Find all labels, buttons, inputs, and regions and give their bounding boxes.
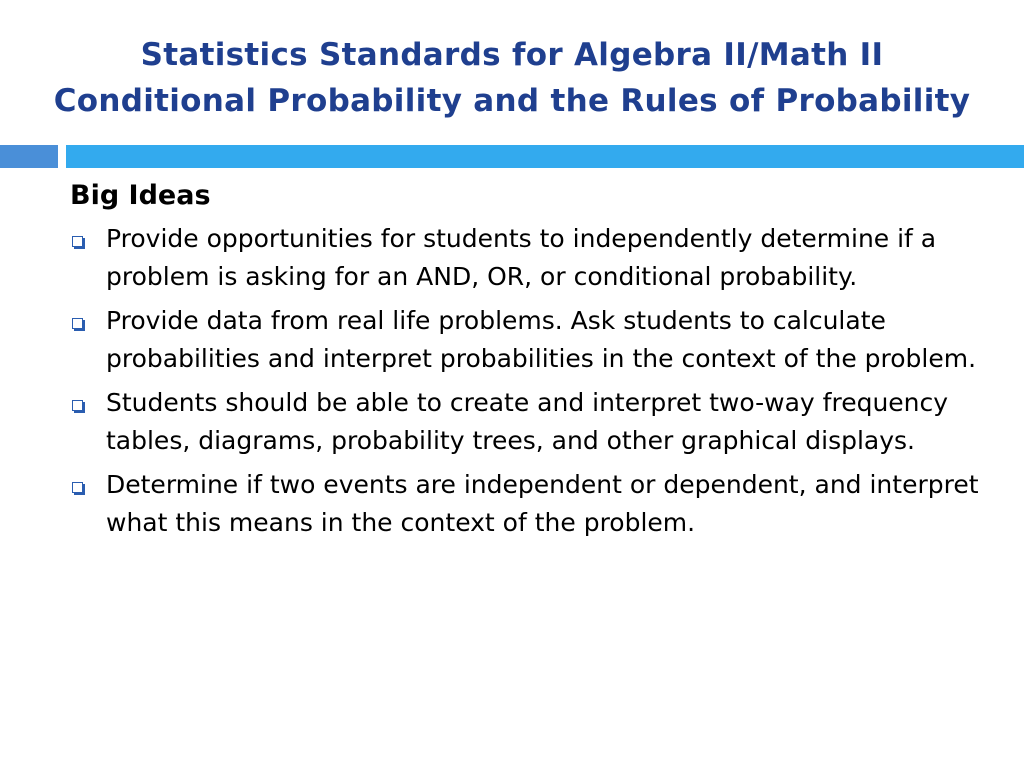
bullet-item (70, 384, 990, 460)
bullet-item (70, 220, 990, 296)
bullet-text: Provide opportunities for students to independently determine if a problem is asking for an AND, OR, or conditional probability. (106, 224, 937, 291)
bullet-item (70, 466, 990, 542)
bullet-text: Provide data from real life problems. Ask students to calculate probabilities and interpret probabilities in the context of the problem. (106, 306, 977, 373)
hollow-square-bullet-icon (72, 236, 83, 247)
bullet-text: Determine if two events are independent or dependent, and interpret what this means in the context of the problem. (106, 470, 979, 537)
section-heading: Big Ideas (70, 180, 211, 211)
hollow-square-bullet-icon (72, 400, 83, 411)
slide-content (70, 176, 990, 548)
accent-bar-right (66, 145, 1024, 168)
accent-bar-left (0, 145, 58, 168)
hollow-square-bullet-icon (72, 318, 83, 329)
slide-title (0, 32, 1024, 124)
bullet-list (70, 220, 990, 542)
hollow-square-bullet-icon (72, 482, 83, 493)
bullet-item (70, 302, 990, 378)
slide-title-line-2: Conditional Probability and the Rules of Probability (53, 83, 971, 119)
bullet-text: Students should be able to create and interpret two-way frequency tables, diagrams, probability trees, and other graphical displays. (106, 388, 949, 455)
slide-title-line-1: Statistics Standards for Algebra II/Math II (140, 37, 884, 73)
